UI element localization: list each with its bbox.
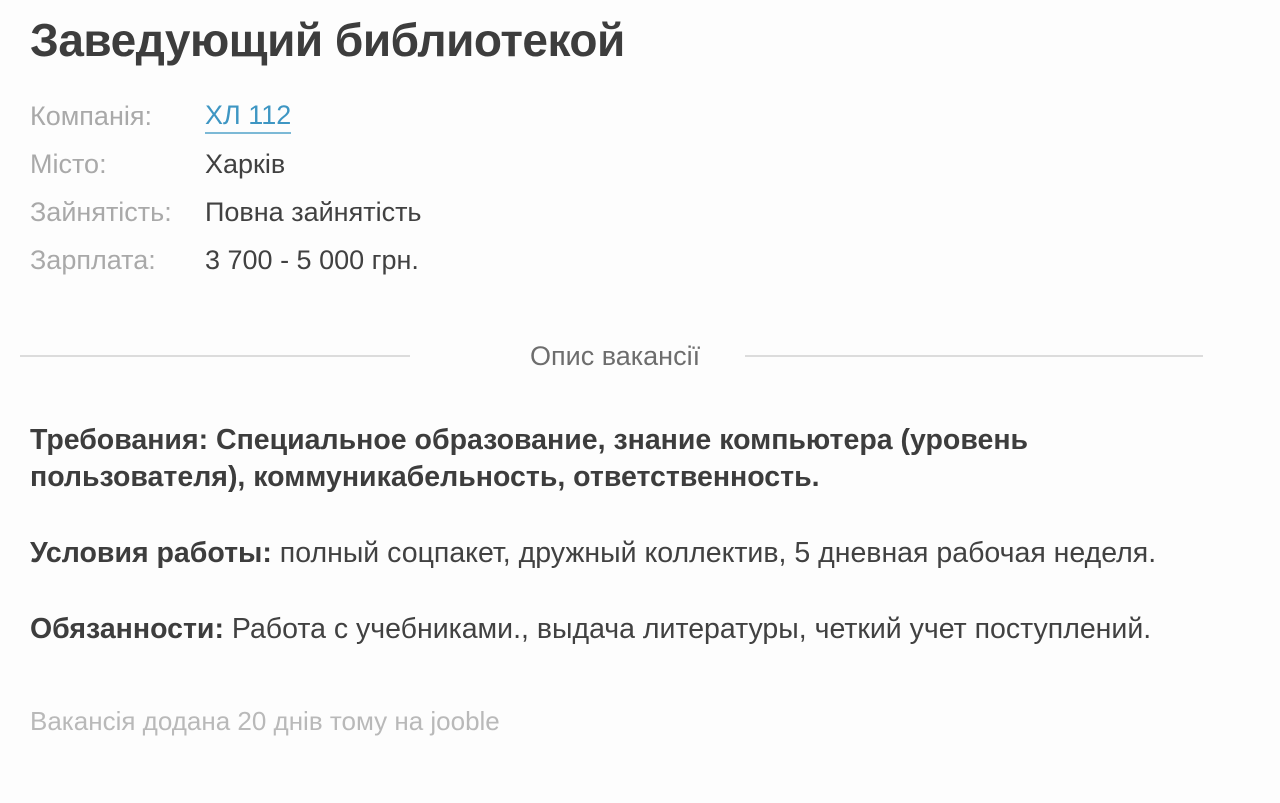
page-title: Заведующий библиотекой: [30, 14, 625, 66]
requirements-lead: Требования:: [30, 423, 209, 456]
conditions-text: полный соцпакет, дружный коллектив, 5 дневная рабочая неделя.: [279, 536, 1157, 569]
requirements-paragraph: [30, 422, 1250, 496]
conditions-lead: Условия работы:: [30, 536, 272, 569]
city-label: Місто:: [30, 149, 107, 180]
conditions-paragraph: [30, 535, 1250, 572]
detail-row-salary: [30, 237, 1250, 285]
job-description: [30, 422, 1250, 648]
divider-line-left: [20, 355, 410, 357]
duties-paragraph: [30, 611, 1250, 648]
posting-age-note: Вакансія додана 20 днів тому на jooble: [30, 705, 500, 736]
detail-row-employment: [30, 189, 1250, 237]
section-title: Опис вакансії: [530, 340, 701, 371]
description-divider: [20, 341, 1260, 372]
duties-text: Работа с учебниками., выдача литературы, четкий учет поступлений.: [231, 612, 1152, 645]
detail-row-city: [30, 141, 1250, 189]
salary-value: 3 700 - 5 000 грн.: [205, 245, 419, 276]
detail-row-company: [30, 93, 1250, 141]
job-details: [30, 93, 1250, 285]
company-link[interactable]: ХЛ 112: [205, 100, 291, 134]
employment-label: Зайнятість:: [30, 197, 172, 228]
duties-lead: Обязанности:: [30, 612, 224, 645]
city-value: Харків: [205, 149, 286, 180]
company-label: Компанія:: [30, 101, 152, 132]
requirements-text: Специальное образование, знание компьютера (уровень пользователя), коммуникабельность, ответственность.: [30, 423, 1029, 493]
salary-label: Зарплата:: [30, 245, 156, 276]
employment-value: Повна зайнятість: [205, 197, 422, 228]
divider-line-right: [745, 355, 1203, 357]
